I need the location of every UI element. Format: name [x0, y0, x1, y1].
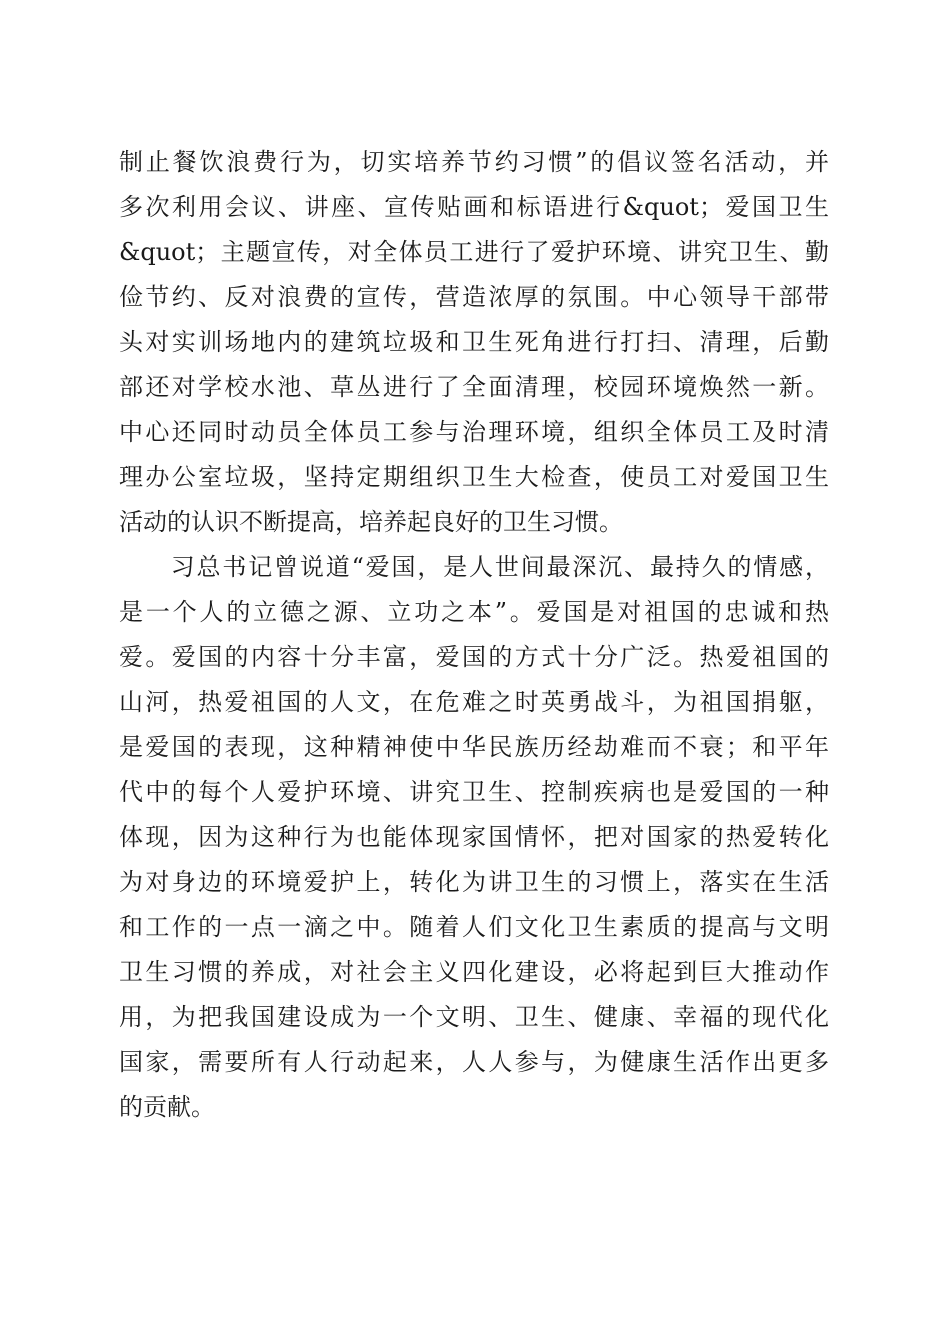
text-line: 制止餐饮浪费行为，切实培养节约习惯”的倡议签名活动，并: [119, 148, 829, 176]
text-line: 山河，热爱祖国的人文，在危难之时英勇战斗，为祖国捐躯，: [119, 688, 829, 716]
text-line: 国家，需要所有人行动起来，人人参与，为健康生活作出更多: [119, 1048, 829, 1076]
text-line: 理办公室垃圾，坚持定期组织卫生大检查，使员工对爱国卫生: [119, 463, 829, 491]
text-line: 用，为把我国建设成为一个文明、卫生、健康、幸福的现代化: [119, 1003, 829, 1031]
text-line: 爱。爱国的内容十分丰富，爱国的方式十分广泛。热爱祖国的: [119, 643, 829, 671]
text-line: 多次利用会议、讲座、宣传贴画和标语进行&quot；爱国卫生: [119, 193, 829, 221]
text-line: 头对实训场地内的建筑垃圾和卫生死角进行打扫、清理，后勤: [119, 328, 829, 356]
text-line: 习总书记曾说道“爱国，是人世间最深沉、最持久的情感，: [119, 553, 829, 581]
text-line: 中心还同时动员全体员工参与治理环境，组织全体员工及时清: [119, 418, 829, 446]
text-line: 体现，因为这种行为也能体现家国情怀，把对国家的热爱转化: [119, 823, 829, 851]
paragraph-2: [119, 545, 829, 1130]
text-line: 为对身边的环境爱护上，转化为讲卫生的习惯上，落实在生活: [119, 868, 829, 896]
document-body: [119, 140, 829, 1130]
text-line: 活动的认识不断提高，培养起良好的卫生习惯。: [119, 508, 623, 536]
text-line: 部还对学校水池、草丛进行了全面清理，校园环境焕然一新。: [119, 373, 829, 401]
text-line: 代中的每个人爱护环境、讲究卫生、控制疾病也是爱国的一种: [119, 778, 829, 806]
text-line: 是一个人的立德之源、立功之本”。爱国是对祖国的忠诚和热: [119, 598, 829, 626]
text-line: 是爱国的表现，这种精神使中华民族历经劫难而不衰；和平年: [119, 733, 829, 761]
text-line: 和工作的一点一滴之中。随着人们文化卫生素质的提高与文明: [119, 913, 829, 941]
paragraph-1: [119, 140, 829, 545]
text-line: 俭节约、反对浪费的宣传，营造浓厚的氛围。中心领导干部带: [119, 283, 829, 311]
text-line: 的贡献。: [119, 1093, 215, 1121]
text-line: 卫生习惯的养成，对社会主义四化建设，必将起到巨大推动作: [119, 958, 829, 986]
text-line: &quot；主题宣传，对全体员工进行了爱护环境、讲究卫生、勤: [119, 238, 829, 266]
